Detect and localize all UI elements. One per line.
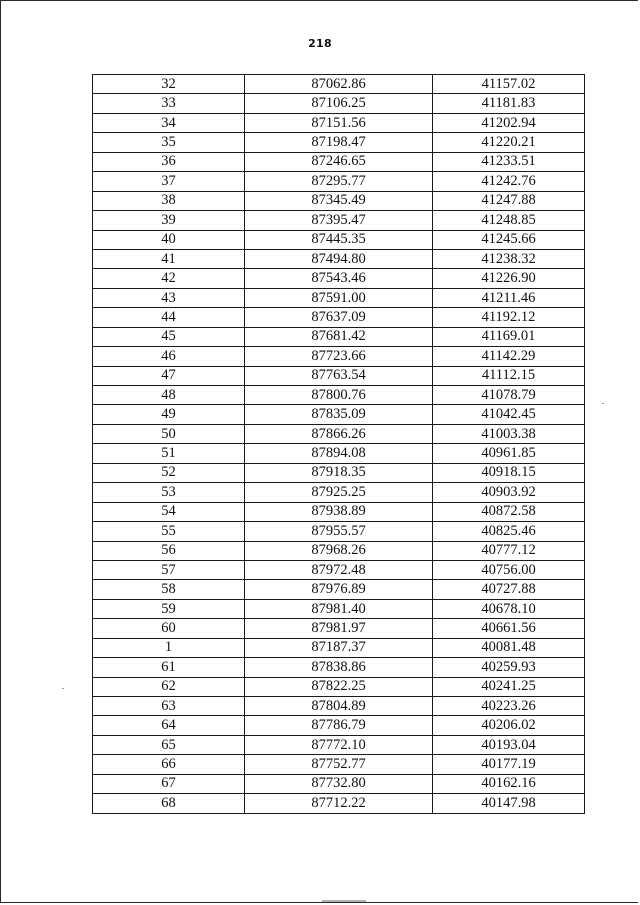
y-coordinate-cell: 40259.93 [433, 658, 585, 677]
point-number-cell: 63 [93, 697, 245, 716]
page-number: 218 [308, 37, 332, 50]
y-coordinate-cell: 40147.98 [433, 794, 585, 813]
coordinates-table-container [92, 74, 584, 814]
x-coordinate-cell: 87591.00 [245, 288, 433, 307]
y-coordinate-cell: 41042.45 [433, 405, 585, 424]
point-number-cell: 66 [93, 755, 245, 774]
point-number-cell: 56 [93, 541, 245, 560]
x-coordinate-cell: 87786.79 [245, 716, 433, 735]
table-row [93, 716, 585, 735]
x-coordinate-cell: 87062.86 [245, 75, 433, 94]
table-row [93, 113, 585, 132]
table-row [93, 327, 585, 346]
y-coordinate-cell: 41142.29 [433, 347, 585, 366]
x-coordinate-cell: 87187.37 [245, 638, 433, 657]
table-row [93, 483, 585, 502]
y-coordinate-cell: 41226.90 [433, 269, 585, 288]
y-coordinate-cell: 41248.85 [433, 211, 585, 230]
x-coordinate-cell: 87955.57 [245, 522, 433, 541]
x-coordinate-cell: 87198.47 [245, 133, 433, 152]
x-coordinate-cell: 87925.25 [245, 483, 433, 502]
point-number-cell: 43 [93, 288, 245, 307]
y-coordinate-cell: 41003.38 [433, 424, 585, 443]
point-number-cell: 33 [93, 94, 245, 113]
table-row [93, 172, 585, 191]
table-row [93, 230, 585, 249]
point-number-cell: 1 [93, 638, 245, 657]
table-row [93, 677, 585, 696]
x-coordinate-cell: 87894.08 [245, 444, 433, 463]
point-number-cell: 36 [93, 152, 245, 171]
table-row [93, 347, 585, 366]
x-coordinate-cell: 87918.35 [245, 463, 433, 482]
point-number-cell: 40 [93, 230, 245, 249]
point-number-cell: 32 [93, 75, 245, 94]
scan-speck [62, 688, 64, 689]
point-number-cell: 46 [93, 347, 245, 366]
table-row [93, 580, 585, 599]
table-row [93, 366, 585, 385]
x-coordinate-cell: 87976.89 [245, 580, 433, 599]
y-coordinate-cell: 41233.51 [433, 152, 585, 171]
y-coordinate-cell: 40241.25 [433, 677, 585, 696]
x-coordinate-cell: 87637.09 [245, 308, 433, 327]
x-coordinate-cell: 87835.09 [245, 405, 433, 424]
y-coordinate-cell: 40727.88 [433, 580, 585, 599]
x-coordinate-cell: 87822.25 [245, 677, 433, 696]
x-coordinate-cell: 87866.26 [245, 424, 433, 443]
y-coordinate-cell: 41238.32 [433, 249, 585, 268]
x-coordinate-cell: 87151.56 [245, 113, 433, 132]
point-number-cell: 59 [93, 599, 245, 618]
y-coordinate-cell: 41245.66 [433, 230, 585, 249]
table-row [93, 522, 585, 541]
table-row [93, 386, 585, 405]
table-row [93, 794, 585, 813]
point-number-cell: 61 [93, 658, 245, 677]
table-row [93, 774, 585, 793]
x-coordinate-cell: 87712.22 [245, 794, 433, 813]
table-row [93, 424, 585, 443]
y-coordinate-cell: 41157.02 [433, 75, 585, 94]
point-number-cell: 68 [93, 794, 245, 813]
y-coordinate-cell: 41112.15 [433, 366, 585, 385]
point-number-cell: 64 [93, 716, 245, 735]
table-row [93, 133, 585, 152]
table-row [93, 560, 585, 579]
x-coordinate-cell: 87106.25 [245, 94, 433, 113]
x-coordinate-cell: 87681.42 [245, 327, 433, 346]
point-number-cell: 54 [93, 502, 245, 521]
table-row [93, 191, 585, 210]
y-coordinate-cell: 41169.01 [433, 327, 585, 346]
table-row [93, 755, 585, 774]
table-row [93, 658, 585, 677]
x-coordinate-cell: 87800.76 [245, 386, 433, 405]
point-number-cell: 41 [93, 249, 245, 268]
x-coordinate-cell: 87723.66 [245, 347, 433, 366]
x-coordinate-cell: 87838.86 [245, 658, 433, 677]
table-row [93, 211, 585, 230]
x-coordinate-cell: 87763.54 [245, 366, 433, 385]
x-coordinate-cell: 87752.77 [245, 755, 433, 774]
point-number-cell: 47 [93, 366, 245, 385]
y-coordinate-cell: 41078.79 [433, 386, 585, 405]
x-coordinate-cell: 87981.40 [245, 599, 433, 618]
point-number-cell: 52 [93, 463, 245, 482]
table-row [93, 94, 585, 113]
point-number-cell: 50 [93, 424, 245, 443]
y-coordinate-cell: 40177.19 [433, 755, 585, 774]
point-number-cell: 53 [93, 483, 245, 502]
y-coordinate-cell: 41202.94 [433, 113, 585, 132]
y-coordinate-cell: 40756.00 [433, 560, 585, 579]
table-row [93, 735, 585, 754]
table-row [93, 638, 585, 657]
x-coordinate-cell: 87395.47 [245, 211, 433, 230]
x-coordinate-cell: 87804.89 [245, 697, 433, 716]
y-coordinate-cell: 40162.16 [433, 774, 585, 793]
table-row [93, 308, 585, 327]
table-row [93, 502, 585, 521]
table-row [93, 405, 585, 424]
table-row [93, 75, 585, 94]
point-number-cell: 62 [93, 677, 245, 696]
x-coordinate-cell: 87981.97 [245, 619, 433, 638]
point-number-cell: 45 [93, 327, 245, 346]
table-row [93, 288, 585, 307]
y-coordinate-cell: 41181.83 [433, 94, 585, 113]
y-coordinate-cell: 41247.88 [433, 191, 585, 210]
table-body [93, 75, 585, 814]
table-row [93, 152, 585, 171]
scan-speck [602, 403, 604, 404]
y-coordinate-cell: 40825.46 [433, 522, 585, 541]
table-row [93, 541, 585, 560]
x-coordinate-cell: 87938.89 [245, 502, 433, 521]
x-coordinate-cell: 87345.49 [245, 191, 433, 210]
table-row [93, 599, 585, 618]
y-coordinate-cell: 40678.10 [433, 599, 585, 618]
x-coordinate-cell: 87295.77 [245, 172, 433, 191]
point-number-cell: 44 [93, 308, 245, 327]
y-coordinate-cell: 40961.85 [433, 444, 585, 463]
x-coordinate-cell: 87246.65 [245, 152, 433, 171]
point-number-cell: 58 [93, 580, 245, 599]
scan-edge-mark [322, 900, 366, 902]
y-coordinate-cell: 40903.92 [433, 483, 585, 502]
y-coordinate-cell: 40193.04 [433, 735, 585, 754]
y-coordinate-cell: 41242.76 [433, 172, 585, 191]
point-number-cell: 65 [93, 735, 245, 754]
table-row [93, 463, 585, 482]
y-coordinate-cell: 40777.12 [433, 541, 585, 560]
table-row [93, 269, 585, 288]
point-number-cell: 38 [93, 191, 245, 210]
point-number-cell: 39 [93, 211, 245, 230]
point-number-cell: 49 [93, 405, 245, 424]
y-coordinate-cell: 40661.56 [433, 619, 585, 638]
y-coordinate-cell: 40206.02 [433, 716, 585, 735]
point-number-cell: 51 [93, 444, 245, 463]
point-number-cell: 48 [93, 386, 245, 405]
table-row [93, 249, 585, 268]
x-coordinate-cell: 87972.48 [245, 560, 433, 579]
point-number-cell: 60 [93, 619, 245, 638]
point-number-cell: 34 [93, 113, 245, 132]
coordinates-table [92, 74, 585, 814]
x-coordinate-cell: 87732.80 [245, 774, 433, 793]
point-number-cell: 55 [93, 522, 245, 541]
table-row [93, 697, 585, 716]
point-number-cell: 67 [93, 774, 245, 793]
y-coordinate-cell: 40918.15 [433, 463, 585, 482]
point-number-cell: 57 [93, 560, 245, 579]
y-coordinate-cell: 40872.58 [433, 502, 585, 521]
y-coordinate-cell: 41220.21 [433, 133, 585, 152]
x-coordinate-cell: 87543.46 [245, 269, 433, 288]
point-number-cell: 35 [93, 133, 245, 152]
point-number-cell: 37 [93, 172, 245, 191]
point-number-cell: 42 [93, 269, 245, 288]
x-coordinate-cell: 87772.10 [245, 735, 433, 754]
y-coordinate-cell: 41211.46 [433, 288, 585, 307]
x-coordinate-cell: 87494.80 [245, 249, 433, 268]
y-coordinate-cell: 40081.48 [433, 638, 585, 657]
y-coordinate-cell: 40223.26 [433, 697, 585, 716]
table-row [93, 619, 585, 638]
y-coordinate-cell: 41192.12 [433, 308, 585, 327]
x-coordinate-cell: 87968.26 [245, 541, 433, 560]
table-row [93, 444, 585, 463]
x-coordinate-cell: 87445.35 [245, 230, 433, 249]
